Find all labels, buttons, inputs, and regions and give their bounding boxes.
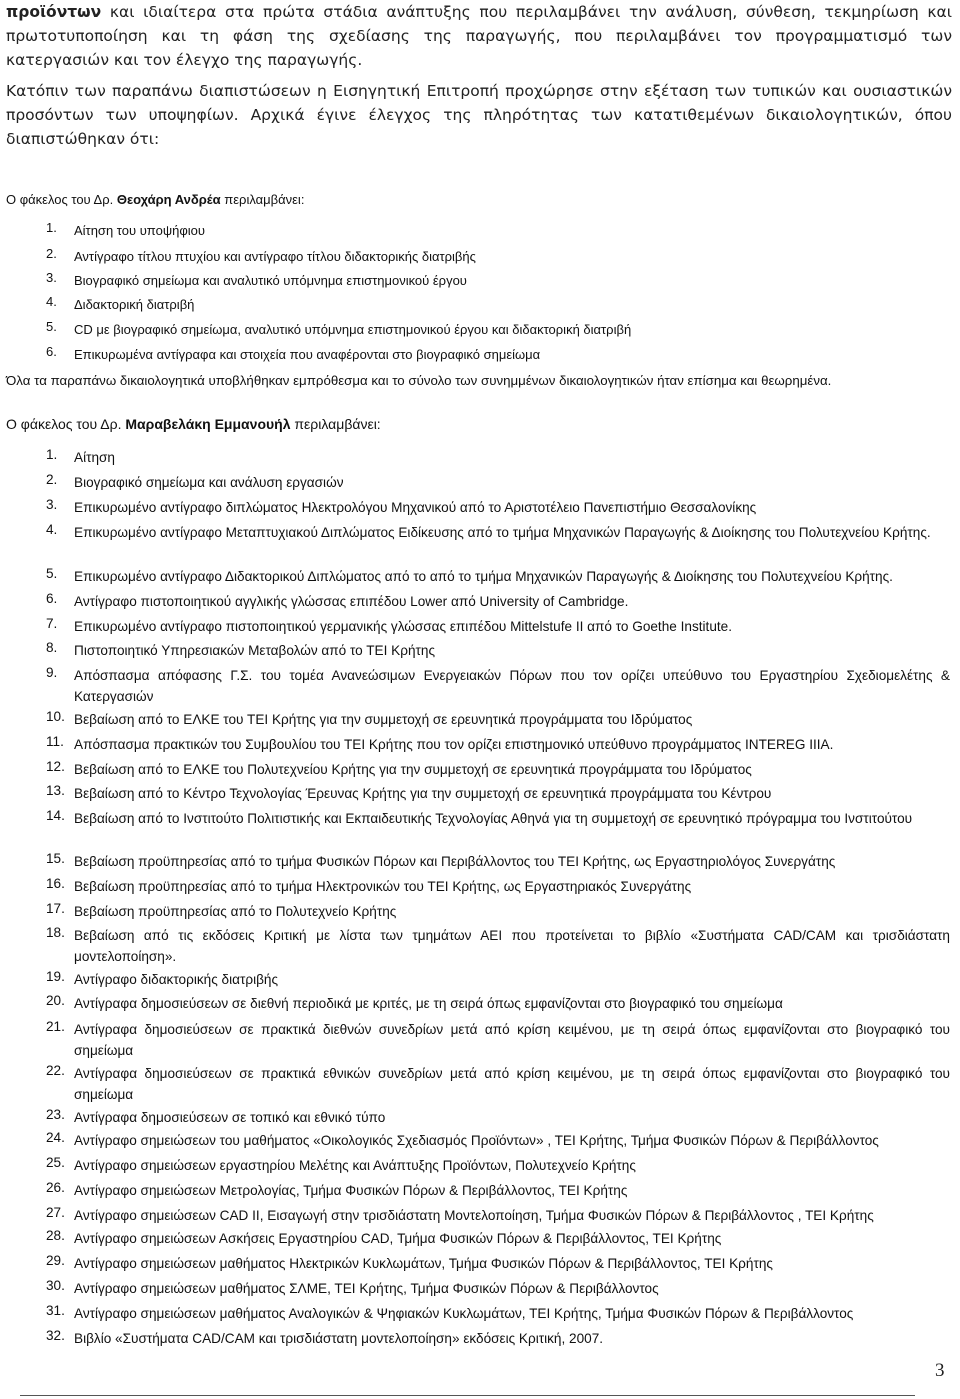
list-item-number: 10. xyxy=(46,709,65,724)
list-item-number: 6. xyxy=(46,591,58,606)
list-item-text: Αντίγραφα δημοσιεύσεων σε πρακτικά εθνικών συνεδρίων μετά από κρίση κειμένου, με τη σειρά όπως εμφανίζονται στο βιογραφικό του σημείωμα xyxy=(74,1066,950,1102)
list-item-number: 18. xyxy=(46,925,65,940)
list-item-number: 7. xyxy=(46,616,58,631)
list-item-text: Βεβαίωση προϋπηρεσίας από το τμήμα Ηλεκτρονικών του ΤΕΙ Κρήτης, ως Εργαστηριακός Συνεργάτης xyxy=(74,879,692,894)
list-item-text: CD με βιογραφικό σημείωμα, αναλυτικό υπόμνημα επιστημονικού έργου και διδακτορική διατριβή xyxy=(74,322,632,337)
intro-paragraph-1 xyxy=(6,0,952,72)
list-item-number: 1. xyxy=(46,220,57,235)
list-item-text: Αντίγραφο τίτλου πτυχίου και αντίγραφο τίτλου διδακτορικής διατριβής xyxy=(74,249,476,264)
list-item-text: Αντίγραφα δημοσιεύσεων σε διεθνή περιοδικά με κριτές, με τη σειρά όπως εμφανίζονται στο βιογραφικό του σημείωμα xyxy=(74,996,783,1011)
list-item-text: Απόσπασμα απόφασης Γ.Σ. του τομέα Ανανεώσιμων Ενεργειακών Πόρων που τον ορίζει υπεύθυνο του Εργαστηρίου Σχεδιομελέτης & Κατεργασιών xyxy=(74,668,950,704)
list-item-number: 11. xyxy=(46,734,64,749)
list-item-number: 4. xyxy=(46,522,58,537)
list-item-text: Αντίγραφο σημειώσεων CAD II, Εισαγωγή στην τρισδιάστατη Μοντελοποίηση, Τμήμα Φυσικών Πόρων & Περιβάλλοντος , ΤΕΙ Κρήτης xyxy=(74,1208,874,1223)
intro-text xyxy=(6,0,952,151)
list-item-text: Βεβαίωση προϋπηρεσίας από το Πολυτεχνείο Κρήτης xyxy=(74,904,397,919)
list-item-text: Βιογραφικό σημείωμα και ανάλυση εργασιών xyxy=(74,475,344,490)
list-item-text: Επικυρωμένο αντίγραφο Διδακτορικού Διπλώματος από το από το τμήμα Μηχανικών Παραγωγής & Διοίκησης του Πολυτεχνείου Κρήτης. xyxy=(74,569,893,584)
list-item-text: Αντίγραφο σημειώσεων Μετρολογίας, Τμήμα Φυσικών Πόρων & Περιβάλλοντος, ΤΕΙ Κρήτης xyxy=(74,1183,628,1198)
list-item-text: Βεβαίωση από το ΕΛΚΕ του ΤΕΙ Κρήτης για την συμμετοχή σε ερευνητικά προγράμματα του Ιδρύματος xyxy=(74,712,693,727)
list-item-text: Αντίγραφο σημειώσεων Ασκήσεις Εργαστηρίου CAD, Τμήμα Φυσικών Πόρων & Περιβάλλοντος, ΤΕΙ Κρήτης xyxy=(74,1231,722,1246)
list-item-number: 29. xyxy=(46,1253,65,1268)
list-item-number: 19. xyxy=(46,969,65,984)
list-item-number: 30. xyxy=(46,1278,65,1293)
list-item-text: Διδακτορική διατριβή xyxy=(74,297,195,312)
list-item-text: Αντίγραφο σημειώσεων μαθήματος Ηλεκτρικών Κυκλωμάτων, Τμήμα Φυσικών Πόρων & Περιβάλλοντος, ΤΕΙ Κρήτης xyxy=(74,1256,773,1271)
candidate1-name: Θεοχάρη Ανδρέα xyxy=(116,192,221,207)
candidate1-heading xyxy=(6,192,304,207)
list-item-number: 6. xyxy=(46,344,57,359)
list-item-text: Αντίγραφο πιστοποιητικού αγγλικής γλώσσας επιπέδου Lower από University of Cambridge. xyxy=(74,594,629,609)
list-item-number: 2. xyxy=(46,246,57,261)
list-item-text: Βιογραφικό σημείωμα και αναλυτικό υπόμνημα επιστημονικού έργου xyxy=(74,273,467,288)
list-item-number: 27. xyxy=(46,1205,65,1220)
list-item-number: 1. xyxy=(46,447,58,462)
submission-statement: Όλα τα παραπάνω δικαιολογητικά υποβλήθηκαν εμπρόθεσμα και το σύνολο των συνημμένων δικαιολογητικών ήταν επίσημα και θεωρημένα. xyxy=(6,373,832,388)
list-item-text: Αίτηση του υποψήφιου xyxy=(74,223,205,238)
candidate1-suffix: περιλαμβάνει: xyxy=(220,192,305,207)
list-item-number: 13. xyxy=(46,783,65,798)
list-item-text: Αντίγραφα δημοσιεύσεων σε τοπικό και εθνικό τύπο xyxy=(74,1110,386,1125)
list-item-text: Βεβαίωση από το ΕΛΚΕ του Πολυτεχνείου Κρήτης για την συμμετοχή σε ερευνητικά προγράμματα του Ιδρύματος xyxy=(74,762,752,777)
list-item-text: Επικυρωμένο αντίγραφο Μεταπτυχιακού Διπλώματος Ειδίκευσης από το τμήμα Μηχανικών Παραγωγής & Διοίκησης του Πολυτεχνείου Κρήτης. xyxy=(74,525,931,540)
list-item-number: 16. xyxy=(46,876,65,891)
list-item-text: Αίτηση xyxy=(74,450,115,465)
list-item-number: 25. xyxy=(46,1155,65,1170)
list-item-number: 32. xyxy=(46,1328,65,1343)
intro-paragraph-1-text: και ιδιαίτερα στα πρώτα στάδια ανάπτυξης που περιλαμβάνει την ανάλυση, σύνθεση, τεκμηρίωση και πρωτοτυποποίηση και τη φάση της σχεδίασης της παραγωγής, που περιλαμβάνει τον προγραμματισμό των κατεργασιών και τον έλεγχο της παραγωγής. xyxy=(6,3,952,69)
list-item-number: 12. xyxy=(46,759,65,774)
list-item-text: Βιβλίο «Συστήματα CAD/CAM και τρισδιάστατη μοντελοποίηση» εκδόσεις Κριτική, 2007. xyxy=(74,1331,604,1346)
list-item-text: Αντίγραφο σημειώσεων μαθήματος ΣΛΜΕ, ΤΕΙ Κρήτης, Τμήμα Φυσικών Πόρων & Περιβάλλοντος xyxy=(74,1281,659,1296)
list-item-text: Πιστοποιητικό Υπηρεσιακών Μεταβολών από το ΤΕΙ Κρήτης xyxy=(74,643,436,658)
list-item-text: Βεβαίωση από τις εκδόσεις Κριτική με λίστα των τμημάτων ΑΕΙ που προτείνεται το βιβλίο «Συστήματα CAD/CAM και τρισδιάστατη μοντελοποίηση». xyxy=(74,928,950,964)
footer-divider xyxy=(20,1395,915,1396)
list-item-text: Αντίγραφο σημειώσεων του μαθήματος «Οικολογικός Σχεδιασμός Προϊόντων» , ΤΕΙ Κρήτης, Τμήμα Φυσικών Πόρων & Περιβάλλοντος xyxy=(74,1133,879,1148)
list-item-text: Επικυρωμένα αντίγραφα και στοιχεία που αναφέρονται στο βιογραφικό σημείωμα xyxy=(74,347,541,362)
list-item-text: Επικυρωμένο αντίγραφο πιστοποιητικού γερμανικής γλώσσας επιπέδου Mittelstufe II από το Goethe Institute. xyxy=(74,619,732,634)
list-item-number: 24. xyxy=(46,1130,65,1145)
list-item-text: Βεβαίωση προϋπηρεσίας από το τμήμα Φυσικών Πόρων και Περιβάλλοντος του ΤΕΙ Κρήτης, ως Εργαστηριολόγος Συνεργάτης xyxy=(74,854,836,869)
list-item-number: 8. xyxy=(46,640,58,655)
candidate2-name: Μαραβελάκη Εμμανουήλ xyxy=(125,416,291,432)
intro-paragraph-2: Κατόπιν των παραπάνω διαπιστώσεων η Εισηγητική Επιτροπή προχώρησε στην εξέταση των τυπικών και ουσιαστικών προσόντων των υποψηφίων. Αρχικά έγινε έλεγχος της πληρότητας των κατατιθεμένων δικαιολογητικών, όπου διαπιστώθηκαν ότι: xyxy=(6,82,952,148)
candidate1-prefix: Ο φάκελος του Δρ. xyxy=(6,192,117,207)
list-item-text: Επικυρωμένο αντίγραφο διπλώματος Ηλεκτρολόγου Μηχανικού από το Αριστοτέλειο Πανεπιστήμιο Θεσσαλονίκης xyxy=(74,500,757,515)
list-item-text: Βεβαίωση από το Κέντρο Τεχνολογίας Έρευνας Κρήτης για την συμμετοχή σε ερευνητικά προγράμματα του Κέντρου xyxy=(74,786,772,801)
list-item-number: 15. xyxy=(46,851,65,866)
list-item-number: 5. xyxy=(46,566,58,581)
list-item-number: 3. xyxy=(46,497,58,512)
list-item-number: 9. xyxy=(46,665,58,680)
list-item-text: Αντίγραφο σημειώσεων μαθήματος Αναλογικών & Ψηφιακών Κυκλωμάτων, ΤΕΙ Κρήτης, Τμήμα Φυσικών Πόρων & Περιβάλλοντος xyxy=(74,1306,854,1321)
list-item-text: Αντίγραφο σημειώσεων εργαστηρίου Μελέτης και Ανάπτυξης Προϊόντων, Πολυτεχνείο Κρήτης xyxy=(74,1158,636,1173)
list-item-number: 3. xyxy=(46,270,57,285)
list-item-number: 21. xyxy=(46,1019,65,1034)
list-item-number: 2. xyxy=(46,472,58,487)
candidate2-suffix: περιλαμβάνει: xyxy=(290,416,381,432)
list-item-number: 20. xyxy=(46,993,65,1008)
list-item-number: 17. xyxy=(46,901,65,916)
list-item-number: 23. xyxy=(46,1107,65,1122)
list-item-number: 31. xyxy=(46,1303,65,1318)
list-item-number: 5. xyxy=(46,319,57,334)
list-item-number: 14. xyxy=(46,808,65,823)
list-item-number: 26. xyxy=(46,1180,65,1195)
candidate2-heading xyxy=(6,416,381,432)
list-item-text: Βεβαίωση από το Ινστιτούτο Πολιτιστικής και Εκπαιδευτικής Τεχνολογίας Αθηνά για τη συμμετοχή σε ερευνητικό πρόγραμμα του Ινστιτούτου xyxy=(74,811,913,826)
list-item-text: Απόσπασμα πρακτικών του Συμβουλίου του ΤΕΙ Κρήτης που τον ορίζει επιστημονικό υπεύθυνο προγράμματος INTEREG IIIA. xyxy=(74,737,834,752)
list-item-number: 28. xyxy=(46,1228,65,1243)
candidate2-prefix: Ο φάκελος του Δρ. xyxy=(6,416,126,432)
list-item-number: 4. xyxy=(46,294,57,309)
list-item-text: Αντίγραφα δημοσιεύσεων σε πρακτικά διεθνών συνεδρίων μετά από κρίση κειμένου, με τη σειρά όπως εμφανίζονται στο βιογραφικό του σημείωμα xyxy=(74,1022,950,1058)
list-item-text: Αντίγραφο διδακτορικής διατριβής xyxy=(74,972,279,987)
list-item-number: 22. xyxy=(46,1063,65,1078)
intro-bold-word: προϊόντων xyxy=(6,3,102,21)
page-number: 3 xyxy=(935,1360,945,1381)
